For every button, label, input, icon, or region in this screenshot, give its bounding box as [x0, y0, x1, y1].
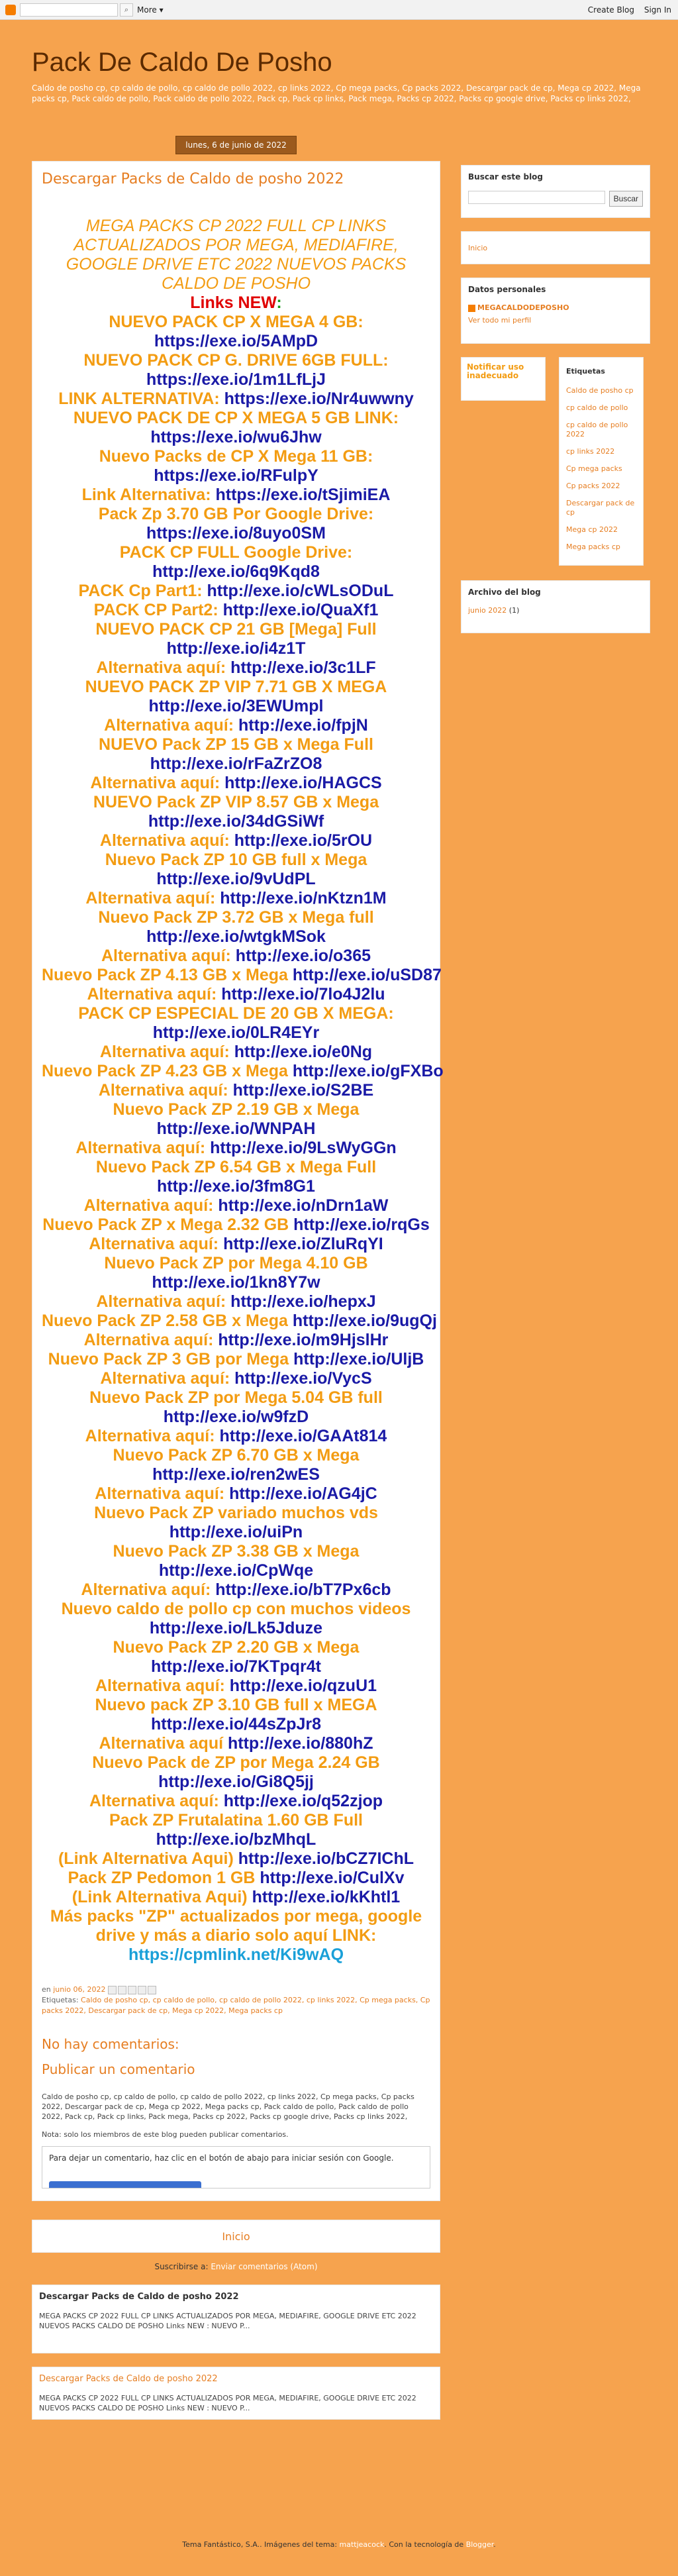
pages-widget: [461, 231, 650, 264]
post-link-line: [42, 1888, 430, 1907]
recent-post-snippet: MEGA PACKS CP 2022 FULL CP LINKS ACTUALIZADOS POR MEGA, MEDIAFIRE, GOOGLE DRIVE ETC 2022 NUEVOS PACKS CALDO DE POSHO Links NEW : NUEVO P...: [39, 2312, 416, 2330]
link-line-label: Nuevo Pack ZP 3.72 GB x Mega full: [98, 908, 374, 927]
link-line-label: (Link Alternativa Aqui): [72, 1888, 252, 1906]
labels-widget-title: Etiquetas: [566, 367, 605, 376]
post-labels: [42, 1995, 430, 2016]
report-abuse-link[interactable]: Notificar uso inadecuado: [467, 362, 524, 380]
link-line-label: PACK Cp Part1:: [78, 582, 207, 600]
recent-post-1: [32, 2285, 440, 2353]
search-widget: [461, 165, 650, 218]
post-meta-prefix: en: [42, 1985, 54, 1994]
closing-link[interactable]: https://cpmlink.net/Ki9wAQ: [128, 1945, 344, 1964]
link-line-label: Nuevo Pack ZP 3.38 GB x Mega: [113, 1542, 360, 1561]
post-link-line: [42, 409, 430, 428]
link-line-label: Nuevo pack ZP 3.10 GB full x MEGA: [95, 1696, 377, 1714]
link-line-label: NUEVO PACK ZP VIP 7.71 GB X MEGA: [85, 678, 387, 696]
blog-search-button[interactable]: Buscar: [609, 191, 643, 207]
main-column: [32, 136, 444, 2420]
post-link-line: [42, 1504, 430, 1523]
link-line-label: Nuevo Pack ZP 2.58 GB x Mega: [42, 1312, 293, 1330]
search-widget-title: Buscar este blog: [468, 172, 544, 181]
download-link[interactable]: http://exe.io/3EWUmpl: [148, 697, 324, 715]
post-link-line: [42, 1792, 430, 1811]
download-link[interactable]: http://exe.io/i4z1T: [166, 639, 306, 658]
post-link-line: [42, 870, 430, 889]
recent-post-title[interactable]: Descargar Packs de Caldo de posho 2022: [39, 2374, 218, 2384]
sidebar-label-link[interactable]: cp caldo de pollo: [566, 403, 628, 412]
post-link-line: [42, 466, 430, 486]
blog-title[interactable]: Pack De Caldo De Posho: [32, 48, 332, 77]
download-link[interactable]: http://exe.io/7lo4J2lu: [221, 985, 385, 1004]
download-link[interactable]: http://exe.io/9vUdPL: [156, 870, 316, 888]
google-signin-button[interactable]: [49, 2181, 201, 2189]
link-line-label: Alternativa aquí:: [99, 1043, 234, 1061]
link-line-label: NUEVO PACK CP 21 GB [Mega] Full: [95, 620, 377, 639]
post-link-line: [42, 966, 442, 985]
post-link-line: [42, 1043, 430, 1062]
link-line-label: Alternativa aquí:: [83, 1331, 218, 1349]
link-line-label: Pack ZP Pedomon 1 GB: [68, 1869, 260, 1887]
blog-search-input[interactable]: [468, 191, 605, 204]
link-line-label: Nuevo Pack ZP 4.23 GB x Mega: [42, 1062, 293, 1080]
twitter-share-icon[interactable]: [128, 1986, 136, 1994]
link-line-label: Nuevo caldo de pollo cp con muchos videos: [61, 1600, 411, 1618]
link-line-label: Alternativa aquí:: [89, 1235, 224, 1253]
comment-signin-text: Para dejar un comentario, haz clic en el botón de abajo para iniciar sesión con Google.: [49, 2153, 394, 2163]
post-link-line: [42, 1427, 430, 1446]
download-link[interactable]: http://exe.io/uSD87: [292, 966, 442, 984]
download-link[interactable]: http://exe.io/HAGCS: [224, 774, 382, 792]
date-header-label: lunes, 6 de junio de 2022: [175, 136, 296, 154]
links-new-heading: [42, 293, 430, 313]
download-link[interactable]: http://exe.io/QuaXf1: [222, 601, 379, 619]
sidebar-home-link[interactable]: Inicio: [468, 244, 488, 252]
link-line-label: (Link Alternativa Aqui): [58, 1849, 238, 1868]
post-link-line: [42, 1561, 430, 1580]
download-link[interactable]: http://exe.io/bT7Px6cb: [215, 1580, 391, 1599]
post-link-line: [42, 831, 430, 850]
download-link[interactable]: https://exe.io/8uyo0SM: [146, 524, 326, 542]
post-link-line: [42, 1753, 430, 1773]
download-link[interactable]: http://exe.io/UljB: [293, 1350, 424, 1368]
link-line-label: Nuevo Pack ZP 10 GB full x Mega: [105, 850, 367, 869]
archive-count: (1): [508, 606, 520, 615]
sidebar: [461, 165, 650, 646]
link-line-label: Alternativa aquí:: [104, 716, 238, 735]
post-link-line: [42, 678, 430, 697]
navbar-more-menu[interactable]: More ▾: [137, 5, 164, 15]
blog-header: [0, 20, 678, 136]
blog-description: Caldo de posho cp, cp caldo de pollo, cp caldo de pollo 2022, cp links 2022, Cp mega packs, Cp packs 2022, Descargar pack de cp, Mega cp 2022, Mega packs cp, Pack caldo de pollo, Pack caldo de pollo 2022, Pack cp, Pack cp links, Pack mega, Packs cp 2022, Packs cp google drive, Packs cp links 2022,: [32, 83, 641, 103]
post-link-line: [42, 1446, 430, 1465]
download-link[interactable]: http://exe.io/cWLsODuL: [207, 582, 394, 600]
download-link[interactable]: http://exe.io/VycS: [234, 1369, 372, 1388]
no-comments-heading: No hay comentarios:: [42, 2036, 179, 2052]
link-line-label: Alternativa aquí:: [95, 1676, 230, 1695]
sidebar-label-link[interactable]: cp links 2022: [566, 447, 615, 456]
post-link-line: [42, 1676, 430, 1696]
post-link-line: [42, 1331, 430, 1350]
post-link-line: [42, 697, 430, 716]
post-link-line: [42, 716, 430, 735]
post-link-line: [42, 735, 430, 754]
post-link-line: [42, 1773, 430, 1792]
link-line-label: Alternativa aquí:: [101, 947, 236, 965]
links-colon: :: [276, 293, 282, 312]
post-link-line: [42, 428, 430, 447]
navbar-search-icon[interactable]: ⌕: [120, 3, 133, 17]
download-link[interactable]: http://exe.io/34dGSiWf: [148, 812, 324, 831]
links-new-label: NEW: [238, 293, 277, 312]
download-link[interactable]: http://exe.io/CulXv: [260, 1869, 405, 1887]
post-link-line: [42, 1484, 430, 1504]
link-line-label: Alternativa aquí:: [90, 774, 225, 792]
link-line-label: Pack ZP Frutalatina 1.60 GB Full: [109, 1811, 363, 1829]
email-share-icon[interactable]: [108, 1986, 117, 1994]
post-link-line: [42, 754, 430, 774]
post-link-lines: [42, 313, 444, 1907]
post-body: [42, 217, 444, 1965]
download-link[interactable]: http://exe.io/Gi8Q5jj: [158, 1773, 314, 1791]
links-label: Links: [190, 293, 238, 312]
comment-form: [42, 2146, 430, 2189]
post-link-line: [42, 985, 430, 1004]
download-link[interactable]: http://exe.io/880hZ: [228, 1734, 373, 1753]
link-line-label: PACK CP FULL Google Drive:: [119, 543, 353, 562]
download-link[interactable]: http://exe.io/Lk5Jduze: [149, 1619, 323, 1637]
label-list: [566, 386, 636, 552]
link-line-label: Alternativa aquí:: [83, 1196, 218, 1215]
post-link-line: [42, 1004, 430, 1023]
download-link[interactable]: https://exe.io/1m1LfLjJ: [146, 370, 326, 389]
post-link-line: [42, 1062, 444, 1081]
comments-tags: Caldo de posho cp, cp caldo de pollo, cp caldo de pollo 2022, cp links 2022, Cp mega packs, Cp packs 2022, Descargar pack de cp, Mega cp 2022, Mega packs cp, Pack caldo de pollo, Pack caldo de pollo 2022, Pack cp, Pack cp links, Pack mega, Packs cp 2022, Packs cp google drive, Packs cp links 2022,: [42, 2092, 414, 2121]
link-line-label: Nuevo Pack ZP 6.70 GB x Mega: [113, 1446, 360, 1465]
post-link-line: [42, 1100, 430, 1119]
recent-post-2: [32, 2367, 440, 2420]
home-link[interactable]: Inicio: [32, 2220, 440, 2253]
link-line-label: Nuevo Pack de ZP por Mega 2.24 GB: [92, 1753, 380, 1772]
post-link-line: [42, 1408, 430, 1427]
post-link-line: [42, 1254, 430, 1273]
post-link-line: [42, 639, 430, 658]
link-line-label: Alternativa aquí:: [87, 985, 222, 1004]
download-link[interactable]: https://exe.io/tSjimiEA: [215, 486, 391, 504]
post-link-line: [42, 313, 430, 332]
link-line-label: Nuevo Pack ZP variado muchos vds: [94, 1504, 378, 1522]
post-intro: MEGA PACKS CP 2022 FULL CP LINKS ACTUALIZADOS POR MEGA, MEDIAFIRE, GOOGLE DRIVE ETC 2022 NUEVOS PACKS CALDO DE POSHO: [66, 217, 407, 293]
post-link-line: [42, 389, 430, 409]
download-link[interactable]: http://exe.io/wtgkMSok: [146, 927, 326, 946]
post-link-line: [42, 1196, 430, 1215]
link-line-label: Alternativa aquí:: [98, 1081, 233, 1100]
post-link-line: [42, 601, 430, 620]
sidebar-label-link[interactable]: Mega cp 2022: [566, 525, 618, 534]
download-link[interactable]: http://exe.io/nKtzn1M: [220, 889, 387, 907]
recent-post-snippet: MEGA PACKS CP 2022 FULL CP LINKS ACTUALIZADOS POR MEGA, MEDIAFIRE, GOOGLE DRIVE ETC 2022 NUEVOS PACKS CALDO DE POSHO Links NEW : NUEVO P...: [39, 2394, 416, 2412]
post-link-line: [42, 1619, 430, 1638]
link-line-label: Alternativa aquí: [99, 1734, 228, 1753]
post-date-link[interactable]: junio 06, 2022: [53, 1985, 106, 1994]
download-link[interactable]: http://exe.io/GAAt814: [219, 1427, 387, 1445]
download-link[interactable]: http://exe.io/rFaZrZO8: [150, 754, 322, 773]
post-link-line: [42, 1215, 430, 1235]
post-labels-links[interactable]: Caldo de posho cp, cp caldo de pollo, cp caldo de pollo 2022, cp links 2022, Cp mega packs, Cp packs 2022, Descargar pack de cp, Mega cp 2022, Mega packs cp: [42, 1996, 430, 2015]
sidebar-label-link[interactable]: Descargar pack de cp: [566, 499, 635, 517]
footer-end: .: [493, 2540, 496, 2549]
download-link[interactable]: http://exe.io/5rOU: [234, 831, 373, 850]
post-link-line: [42, 1811, 430, 1830]
download-link[interactable]: http://exe.io/9ugQj: [292, 1312, 437, 1330]
subscribe-line: [32, 2262, 440, 2271]
sidebar-label-link[interactable]: Mega packs cp: [566, 542, 620, 551]
view-profile-link[interactable]: Ver todo mi perfil: [468, 316, 532, 325]
pinterest-share-icon[interactable]: [148, 1986, 156, 1994]
link-line-label: PACK CP ESPECIAL DE 20 GB X MEGA:: [78, 1004, 394, 1023]
download-link[interactable]: https://exe.io/RFulpY: [154, 466, 318, 485]
download-link[interactable]: http://exe.io/S2BE: [232, 1081, 374, 1100]
post-footer: [42, 1984, 430, 2016]
post-link-line: [42, 927, 430, 947]
download-link[interactable]: http://exe.io/e0Ng: [234, 1043, 373, 1061]
profile-widget-title: Datos personales: [468, 285, 546, 294]
link-line-label: Alternativa aquí:: [81, 1580, 216, 1599]
link-line-label: Alternativa aquí:: [100, 1369, 235, 1388]
download-link[interactable]: http://exe.io/q52zjop: [223, 1792, 383, 1810]
post-link-line: [42, 1657, 430, 1676]
download-link[interactable]: http://exe.io/AG4jC: [229, 1484, 377, 1503]
link-line-label: Pack Zp 3.70 GB Por Google Drive:: [98, 505, 374, 523]
download-link[interactable]: http://exe.io/rqGs: [293, 1215, 430, 1234]
sidebar-label-link[interactable]: cp caldo de pollo 2022: [566, 421, 628, 438]
sidebar-label-link[interactable]: Caldo de posho cp: [566, 386, 634, 395]
subscribe-atom-link[interactable]: Enviar comentarios (Atom): [211, 2262, 318, 2271]
link-line-label: Nuevo Pack ZP por Mega 5.04 GB full: [89, 1388, 383, 1407]
download-link[interactable]: http://exe.io/3fm8G1: [157, 1177, 315, 1196]
blogthis-icon[interactable]: [118, 1986, 126, 1994]
post-link-line: [42, 1119, 430, 1139]
post-link-line: [42, 908, 430, 927]
download-link[interactable]: http://exe.io/uiPn: [169, 1523, 303, 1541]
link-line-label: Link Alternativa:: [81, 486, 216, 504]
post-link-line: [42, 1638, 430, 1657]
post-link-line: [42, 1350, 430, 1369]
create-blog-link[interactable]: Create Blog: [587, 5, 634, 15]
post-link-line: [42, 947, 430, 966]
sidebar-label-link[interactable]: Cp packs 2022: [566, 482, 620, 490]
post-link-line: [42, 1273, 430, 1292]
post-link-line: [42, 1600, 430, 1619]
download-link[interactable]: http://exe.io/WNPAH: [156, 1119, 316, 1138]
post-link-line: [42, 812, 430, 831]
download-link[interactable]: http://exe.io/3c1LF: [230, 658, 376, 677]
archive-widget: [461, 580, 650, 633]
post-link-line: [42, 1369, 430, 1388]
link-line-label: Nuevo Pack ZP 2.20 GB x Mega: [113, 1638, 360, 1657]
download-link[interactable]: http://exe.io/0LR4EYr: [152, 1023, 320, 1042]
post-link-line: [42, 1696, 430, 1715]
post-link-line: [42, 850, 430, 870]
download-link[interactable]: http://exe.io/CpWqe: [158, 1561, 314, 1580]
blogger-logo-icon[interactable]: [5, 5, 16, 15]
link-line-label: Alternativa aquí:: [85, 889, 220, 907]
post-link-line: [42, 1830, 430, 1849]
post-link-line: [42, 658, 430, 678]
comments-note: Nota: solo los miembros de este blog pueden publicar comentarios.: [42, 2130, 289, 2139]
link-line-label: Alternativa aquí:: [85, 1427, 220, 1445]
post-link-line: [42, 774, 430, 793]
post-link-line: [42, 1235, 430, 1254]
link-line-label: Nuevo Packs de CP X Mega 11 GB:: [99, 447, 373, 466]
download-link[interactable]: http://exe.io/fpjN: [238, 716, 368, 735]
download-link[interactable]: http://exe.io/o365: [235, 947, 371, 965]
download-link[interactable]: http://exe.io/7KTpqr4t: [151, 1657, 321, 1676]
archive-june-2022-link[interactable]: junio 2022: [468, 606, 507, 615]
post-link-line: [42, 332, 430, 351]
post-link-line: [42, 1465, 430, 1484]
blogger-link[interactable]: Blogger: [465, 2540, 494, 2549]
download-link[interactable]: http://exe.io/9LsWyGGn: [210, 1139, 397, 1157]
date-header: [32, 136, 440, 154]
post-link-line: [42, 524, 430, 543]
link-line-label: Nuevo Pack ZP 2.19 GB x Mega: [113, 1100, 360, 1119]
post-link-line: [42, 370, 430, 389]
download-link[interactable]: http://exe.io/44sZpJr8: [150, 1715, 322, 1733]
link-line-label: NUEVO Pack ZP VIP 8.57 GB x Mega: [93, 793, 379, 811]
post-link-line: [42, 1542, 430, 1561]
link-line-label: Alternativa aquí:: [75, 1139, 211, 1157]
download-link[interactable]: http://exe.io/gFXBo: [292, 1062, 444, 1080]
download-link[interactable]: http://exe.io/qzuU1: [229, 1676, 377, 1695]
post-link-line: [42, 1292, 430, 1312]
theme-author-link[interactable]: mattjeacock: [339, 2540, 385, 2549]
facebook-share-icon[interactable]: [138, 1986, 146, 1994]
chevron-down-icon: ▾: [159, 5, 164, 15]
link-line-label: NUEVO PACK CP G. DRIVE 6GB FULL:: [83, 351, 389, 370]
post-link-line: [42, 1388, 430, 1408]
blogger-profile-icon: [468, 305, 475, 312]
post-link-line: [42, 505, 430, 524]
report-abuse-widget: [461, 357, 546, 401]
download-link[interactable]: http://exe.io/6q9Kqd8: [152, 562, 320, 581]
post-link-line: [42, 1523, 430, 1542]
link-line-label: NUEVO PACK CP X MEGA 4 GB:: [109, 313, 363, 331]
post-link-line: [42, 1849, 430, 1869]
footer-middle: . Con la tecnología de: [384, 2540, 466, 2549]
download-link[interactable]: http://exe.io/bzMhqL: [156, 1830, 316, 1849]
labels-widget: [559, 357, 644, 566]
post-link-line: [42, 1081, 430, 1100]
download-link[interactable]: http://exe.io/hepxJ: [230, 1292, 376, 1311]
profile-widget: [461, 278, 650, 344]
post-link-line: [42, 1139, 430, 1158]
download-link[interactable]: http://exe.io/nDrn1aW: [218, 1196, 389, 1215]
page-footer: [0, 2540, 678, 2549]
download-link[interactable]: http://exe.io/ZluRqYI: [223, 1235, 383, 1253]
download-link[interactable]: https://exe.io/5AMpD: [154, 332, 318, 350]
link-line-label: Alternativa aquí:: [89, 1792, 224, 1810]
link-line-label: Alternativa aquí:: [99, 831, 234, 850]
post-link-line: [42, 486, 430, 505]
post-meta: [42, 1984, 430, 1995]
post-link-line: [42, 793, 430, 812]
post-link-line: [42, 447, 430, 466]
post-link-line: [42, 1869, 430, 1888]
download-link[interactable]: http://exe.io/ren2wES: [152, 1465, 320, 1484]
link-line-label: PACK CP Part2:: [93, 601, 223, 619]
recent-post-title[interactable]: Descargar Packs de Caldo de posho 2022: [39, 2292, 239, 2302]
post-link-line: [42, 1734, 430, 1753]
post-link-line: [42, 1715, 430, 1734]
post-link-line: [42, 1580, 430, 1600]
profile-name-link[interactable]: MEGACALDODEPOSHO: [477, 303, 569, 312]
post-link-line: [42, 889, 430, 908]
post-title[interactable]: Descargar Packs de Caldo de posho 2022: [42, 171, 344, 187]
download-link[interactable]: http://exe.io/1kn8Y7w: [152, 1273, 320, 1292]
blogger-navbar: [0, 0, 678, 20]
link-line-label: LINK ALTERNATIVA:: [58, 389, 224, 408]
link-line-label: Nuevo Pack ZP 6.54 GB x Mega Full: [95, 1158, 377, 1176]
navbar-search-input[interactable]: [20, 3, 118, 17]
download-link[interactable]: http://exe.io/kKhtl1: [252, 1888, 401, 1906]
link-line-label: Alternativa aquí:: [95, 1484, 230, 1503]
sign-in-link[interactable]: Sign In: [644, 5, 671, 15]
sidebar-two-column: [461, 357, 650, 566]
post-link-line: [42, 1312, 437, 1331]
post-link-line: [42, 620, 430, 639]
download-link[interactable]: https://exe.io/Nr4uwwny: [224, 389, 414, 408]
link-line-label: Nuevo Pack ZP por Mega 4.10 GB: [104, 1254, 368, 1272]
post: [32, 161, 444, 2201]
download-link[interactable]: http://exe.io/bCZ7IChL: [238, 1849, 414, 1868]
closing-text: Más packs "ZP" actualizados por mega, google drive y más a diario solo aquí LINK:: [50, 1907, 422, 1945]
post-link-line: [42, 562, 430, 582]
sidebar-label-link[interactable]: Cp mega packs: [566, 464, 622, 473]
subscribe-prefix: Suscribirse a:: [154, 2262, 211, 2271]
post-link-line: [42, 351, 430, 370]
post-link-line: [42, 1023, 430, 1043]
link-line-label: NUEVO PACK DE CP X MEGA 5 GB LINK:: [73, 409, 399, 427]
publish-comment-heading: Publicar un comentario: [42, 2061, 195, 2077]
link-line-label: Alternativa aquí:: [96, 658, 231, 677]
archive-widget-title: Archivo del blog: [468, 588, 541, 597]
download-link[interactable]: http://exe.io/m9HjslHr: [218, 1331, 389, 1349]
link-line-label: Alternativa aquí:: [96, 1292, 231, 1311]
post-link-line: [42, 582, 430, 601]
post-labels-prefix: Etiquetas:: [42, 1996, 81, 2004]
link-line-label: Nuevo Pack ZP 4.13 GB x Mega: [42, 966, 293, 984]
download-link[interactable]: https://exe.io/wu6Jhw: [150, 428, 322, 446]
link-line-label: NUEVO Pack ZP 15 GB x Mega Full: [99, 735, 373, 754]
download-link[interactable]: http://exe.io/w9fzD: [163, 1408, 309, 1426]
post-link-line: [42, 543, 430, 562]
post-link-line: [42, 1177, 430, 1196]
post-link-line: [42, 1158, 430, 1177]
link-line-label: Nuevo Pack ZP x Mega 2.32 GB: [42, 1215, 294, 1234]
footer-prefix: Tema Fantástico, S.A.. Imágenes del tema:: [182, 2540, 340, 2549]
share-icons: [108, 1985, 158, 1994]
link-line-label: Nuevo Pack ZP 3 GB por Mega: [48, 1350, 294, 1368]
